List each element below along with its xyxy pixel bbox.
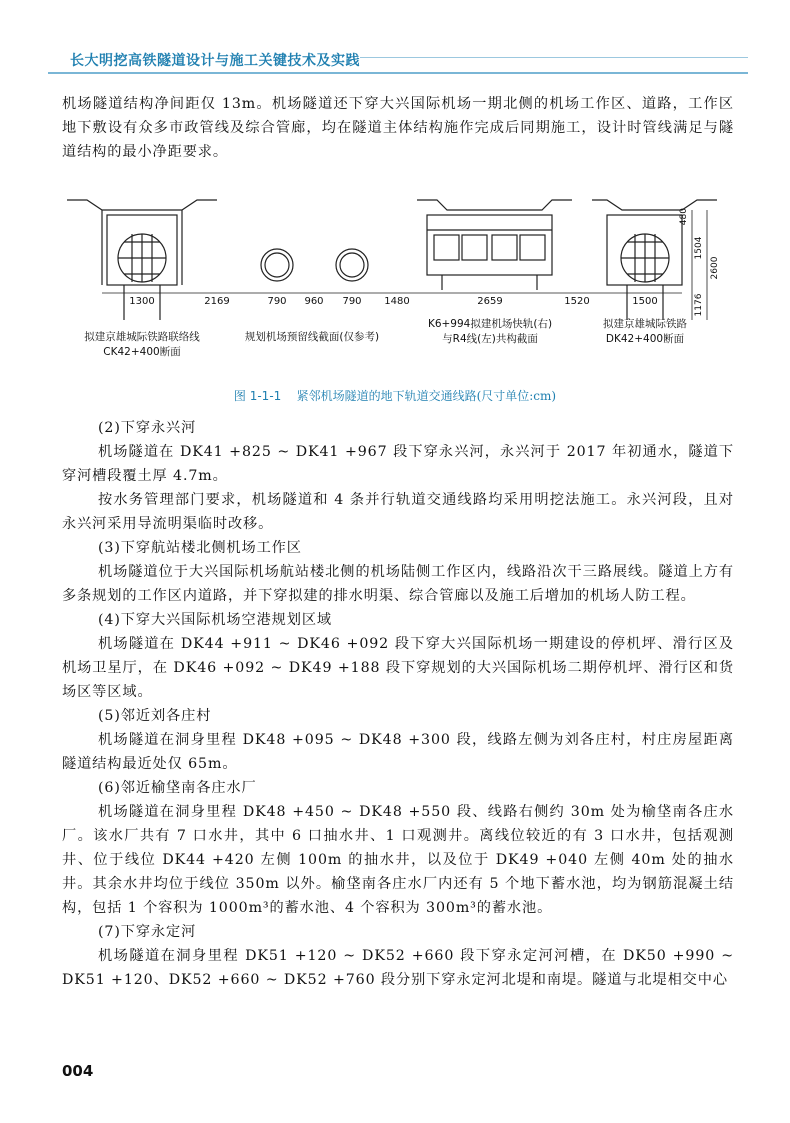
dim-label: 1480 [384, 296, 410, 307]
section-heading: (3)下穿航站楼北侧机场工作区 [98, 540, 302, 556]
intro-paragraph: 机场隧道结构净间距仅 13m。机场隧道还下穿大兴国际机场一期北侧的机场工作区、道路，工作区地下敷设有众多市政管线及综合管廊，均在隧道主体结构施作完成后同期施工，设计时管线满足与隧道结构的最小净距要求。 [62, 96, 734, 160]
label-left-1: 拟建京雄城际铁路联络线 [84, 331, 200, 343]
dim-label: 1520 [564, 296, 590, 307]
k6-box [427, 215, 552, 275]
caption-unit: (尺寸单位:cm) [476, 389, 557, 403]
section-heading: (4)下穿大兴国际机场空港规划区域 [98, 612, 333, 628]
page-number: 004 [62, 1062, 94, 1080]
left-structure-top [67, 200, 217, 210]
vdim-label: 1176 [694, 293, 704, 317]
reserved-line-ring-2 [336, 249, 368, 281]
dim-label: 1500 [632, 296, 658, 307]
caption-number: 图 1-1-1 [233, 389, 282, 403]
dim-label: 1300 [129, 296, 155, 307]
dim-label: 960 [304, 296, 324, 307]
section-heading: (2)下穿永兴河 [98, 420, 197, 436]
label-left-2: CK42+400断面 [103, 346, 181, 358]
dim-label: 2169 [204, 296, 230, 307]
dim-label: 790 [342, 296, 362, 307]
vdim-label: 2600 [710, 256, 720, 280]
label-k6-1: K6+994拟建机场快轨(右) [427, 318, 553, 330]
section-paragraph: 机场隧道位于大兴国际机场航站楼北侧的机场陆侧工作区内，线路沿次干三路展线。隧道上方有多条规划的工作区内道路，并下穿拟建的排水明渠、综合管廊以及施工后增加的机场人防工程。 [62, 564, 734, 604]
section-paragraph: 机场隧道在洞身里程 DK51 +120 ~ DK52 +660 段下穿永定河河槽，在 DK50 +990 ~ DK51 +120、DK52 +660 ~ DK52 +760 段分别下穿永定河北堤和南堤。隧道与北堤相交中心 [62, 948, 734, 988]
vdim-label: 480 [679, 208, 689, 226]
right-structure-top [592, 200, 717, 210]
label-right-2: DK42+400断面 [605, 333, 685, 345]
label-k6-2: 与R4线(左)共构截面 [442, 333, 538, 345]
intro-block [62, 92, 734, 164]
section-paragraph: 机场隧道在 DK41 +825 ~ DK41 +967 段下穿永兴河，永兴河于 2017 年初通水，隧道下穿河槽段覆土厚 4.7m。 [62, 444, 734, 484]
header-line [360, 57, 748, 58]
section-heading: (6)邻近榆垡南各庄水厂 [98, 780, 257, 796]
dim-label: 2659 [477, 296, 503, 307]
vdim-label: 1504 [694, 236, 704, 260]
dim-label: 790 [267, 296, 287, 307]
reserved-line-ring-1 [261, 249, 293, 281]
section-paragraph: 按水务管理部门要求，机场隧道和 4 条并行轨道交通线路均采用明挖法施工。永兴河段，且对永兴河采用导流明渠临时改移。 [62, 492, 734, 532]
k6-structure-top [417, 200, 572, 210]
body-sections [62, 416, 734, 992]
running-header [0, 0, 790, 80]
label-mid: 规划机场预留线截面(仅参考) [244, 331, 380, 343]
section-paragraph: 机场隧道在洞身里程 DK48 +095 ~ DK48 +300 段，线路左侧为刘各庄村，村庄房屋距离隧道结构最近处仅 65m。 [62, 732, 734, 772]
section-paragraph: 机场隧道在洞身里程 DK48 +450 ~ DK48 +550 段、线路右侧约 30m 处为榆垡南各庄水厂。该水厂共有 7 口水井，其中 6 口抽水井、1 口观测井。离线位较近的有 3 口水井，包括观测井、位于线位 DK44 +420 左侧 100m 的抽水井，以及位于 DK49 +040 左侧 40m 处的抽水井。其余水井均位于线位 350m 以外。榆垡南各庄水厂内还有 5 个地下蓄水池，均为钢筋混凝土结构，包括 1 个容积为 1000m³的蓄水池、4 个容积为 300m³的蓄水池。 [62, 804, 734, 916]
tunnel-cross-section-figure [62, 190, 732, 380]
section-heading: (7)下穿永定河 [98, 924, 197, 940]
label-right-1: 拟建京雄城际铁路 [603, 318, 687, 330]
book-title: 长大明挖高铁隧道设计与施工关键技术及实践 [70, 53, 360, 69]
section-paragraph: 机场隧道在 DK44 +911 ~ DK46 +092 段下穿大兴国际机场一期建设的停机坪、滑行区及机场卫星厅，在 DK46 +092 ~ DK49 +188 段下穿规划的大兴国际机场二期停机坪、滑行区和货场区等区域。 [62, 636, 734, 700]
section-heading: (5)邻近刘各庄村 [98, 708, 212, 724]
figure-caption [0, 387, 790, 404]
header-rule [48, 72, 748, 74]
caption-title: 紧邻机场隧道的地下轨道交通线路 [296, 389, 477, 403]
